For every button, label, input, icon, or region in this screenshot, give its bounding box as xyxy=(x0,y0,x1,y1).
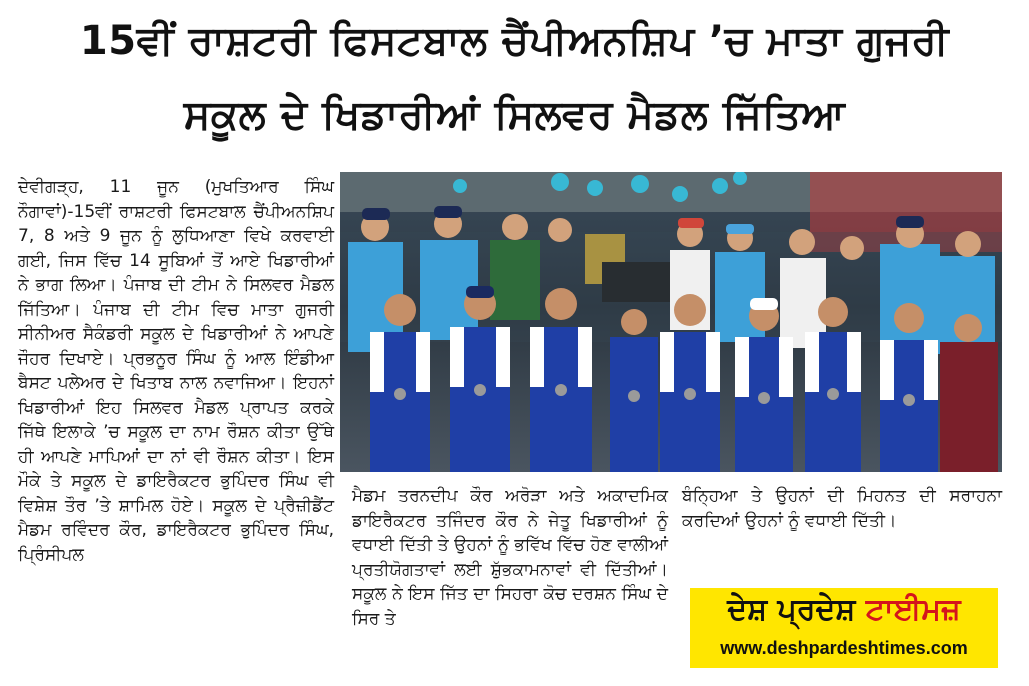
logo-name-part1: ਦੇਸ਼ ਪ੍ਰਦੇਸ਼ xyxy=(727,592,856,627)
logo-name-part2: ਟਾਈਮਜ਼ xyxy=(865,592,961,627)
newspaper-logo xyxy=(690,588,998,668)
article-text-col3: ਬੰਨ੍ਹਿਆ ਤੇ ਉਹਨਾਂ ਦੀ ਮਿਹਨਤ ਦੀ ਸਰਾਹਨਾ ਕਰਦਿਆਂ ਉਹਨਾਂ ਨੂੰ ਵਧਾਈ ਦਿੱਤੀ। xyxy=(682,486,1002,531)
logo-name xyxy=(690,592,998,627)
article-column-1 xyxy=(18,175,334,567)
team-photo-illustration xyxy=(340,172,1002,472)
headline-line-1: 15ਵੀਂ ਰਾਸ਼ਟਰੀ ਫਿਸਟਬਾਲ ਚੈਂਪੀਅਨਸ਼ਿਪ ’ਚ ਮਾਤਾ ਗੁਜਰੀ xyxy=(79,18,950,64)
article-text-col1: ਦੇਵੀਗੜ੍ਹ, 11 ਜੂਨ (ਮੁਖਤਿਆਰ ਸਿੰਘ ਨੌਗਾਵਾਂ)-15ਵੀਂ ਰਾਸ਼ਟਰੀ ਫਿਸਟਬਾਲ ਚੈਂਪੀਅਨਸ਼ਿਪ 7, 8 ਅਤੇ 9 ਜੂਨ ਨੂੰ ਲੁਧਿਆਣਾ ਵਿਖੇ ਕਰਵਾਈ ਗਈ, ਜਿਸ ਵਿੱਚ 14 ਸੂਬਿਆਂ ਤੋਂ ਆਏ ਖਿਡਾਰੀਆਂ ਨੇ ਭਾਗ ਲਿਆ। ਪੰਜਾਬ ਦੀ ਟੀਮ ਨੇ ਸਿਲਵਰ ਮੈਡਲ ਜਿੱਤਿਆ। ਪੰਜਾਬ ਦੀ ਟੀਮ ਵਿਚ ਮਾਤਾ ਗੁਜਰੀ ਸੀਨੀਅਰ ਸੈਕੰਡਰੀ ਸਕੂਲ ਦੇ ਖਿਡਾਰੀਆਂ ਨੇ ਆਪਣੇ ਜੌਹਰ ਦਿਖਾਏ। ਪ੍ਰਭਨੂਰ ਸਿੰਘ ਨੂੰ ਆਲ ਇੰਡੀਆ ਬੈਸਟ ਪਲੇਅਰ ਦੇ ਖਿਤਾਬ ਨਾਲ ਨਵਾਜਿਆ। ਇਹਨਾਂ ਖਿਡਾਰੀਆਂ ਇਹ ਸਿਲਵਰ ਮੈਡਲ ਪ੍ਰਾਪਤ ਕਰਕੇ ਜਿੱਥੇ ਇਲਾਕੇ ’ਚ ਸਕੂਲ ਦਾ ਨਾਮ ਰੌਸ਼ਨ ਕੀਤਾ ਉੱਥੇ ਹੀ ਆਪਣੇ ਮਾਪਿਆਂ ਦਾ ਨਾਂ ਵੀ ਰੌਸ਼ਨ ਕੀਤਾ। ਇਸ ਮੌਕੇ ਤੇ ਸਕੂਲ ਦੇ ਡਾਇਰੈਕਟਰ ਭੁਪਿੰਦਰ ਸਿੰਘ ਵੀ ਵਿਸ਼ੇਸ਼ ਤੌਰ ’ਤੇ ਸ਼ਾਮਿਲ ਹੋਏ। ਸਕੂਲ ਦੇ ਪ੍ਰੈਜ਼ੀਡੈਂਟ ਮੈਡਮ ਰਵਿੰਦਰ ਕੌਰ, ਡਾਇਰੈਕਟਰ ਭੁਪਿੰਦਰ ਸਿੰਘ, ਪ੍ਰਿੰਸੀਪਲ xyxy=(18,177,334,565)
article-column-2 xyxy=(352,484,668,631)
logo-url: www.deshpardeshtimes.com xyxy=(720,638,968,658)
article-column-3 xyxy=(682,484,1002,533)
team-photo xyxy=(340,172,1002,472)
headline-line-2: ਸਕੂਲ ਦੇ ਖਿਡਾਰੀਆਂ ਸਿਲਵਰ ਮੈਡਲ ਜਿੱਤਿਆ xyxy=(183,92,846,138)
article-text-col2: ਮੈਡਮ ਤਰਨਦੀਪ ਕੌਰ ਅਰੋੜਾ ਅਤੇ ਅਕਾਦਮਿਕ ਡਾਇਰੈਕਟਰ ਤਜਿੰਦਰ ਕੌਰ ਨੇ ਜੇਤੂ ਖਿਡਾਰੀਆਂ ਨੂੰ ਵਧਾਈ ਦਿੱਤੀ ਤੇ ਉਹਨਾਂ ਨੂੰ ਭਵਿੱਖ ਵਿੱਚ ਹੋਣ ਵਾਲੀਆਂ ਪ੍ਰਤੀਯੋਗਤਾਵਾਂ ਲਈ ਸ਼ੁੱਭਕਾਮਨਾਵਾਂ ਵੀ ਦਿੱਤੀਆਂ। ਸਕੂਲ ਨੇ ਇਸ ਜਿੱਤ ਦਾ ਸਿਹਰਾ ਕੋਚ ਦਰਸ਼ਨ ਸਿੰਘ ਦੇ ਸਿਰ ਤੇ xyxy=(352,486,668,629)
